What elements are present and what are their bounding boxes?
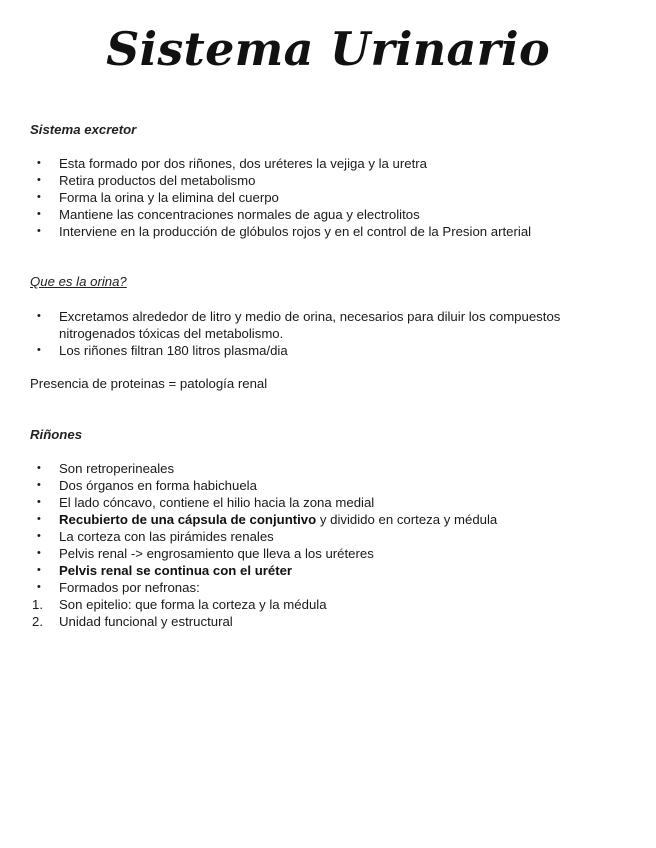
item-text: Unidad funcional y estructural (59, 614, 233, 629)
bold-text: Pelvis renal se continua con el uréter (59, 563, 293, 578)
section-heading-rinones: Riñones (30, 427, 83, 442)
list-item: • Los riñones filtran 180 litros plasma/dia (30, 342, 610, 359)
page-title: Sistema Urinario (106, 22, 550, 76)
list-item: • Forma la orina y la elimina del cuerpo (30, 189, 630, 206)
list-item: • Dos órganos en forma habichuela (30, 477, 630, 494)
list-item (30, 562, 630, 579)
list-item: • Retira productos del metabolismo (30, 172, 630, 189)
list-item (30, 511, 630, 528)
bold-text: Recubierto de una cápsula de conjuntivo (59, 512, 317, 527)
section2-list (30, 308, 610, 359)
list-item: • Formados por nefronas: (30, 579, 630, 596)
item-number: 2. (32, 614, 43, 629)
section-heading-que-es-la-orina: Que es la orina? (30, 274, 127, 289)
list-item: • Esta formado por dos riñones, dos uréteres la vejiga y la uretra (30, 155, 630, 172)
section1-list (30, 155, 630, 240)
list-item: • El lado cóncavo, contiene el hilio hacia la zona medial (30, 494, 630, 511)
list-item: • Mantiene las concentraciones normales de agua y electrolitos (30, 206, 630, 223)
list-item: • Son retroperineales (30, 460, 630, 477)
list-item: • Pelvis renal -> engrosamiento que lleva a los uréteres (30, 545, 630, 562)
list-item: • Excretamos alrededor de litro y medio de orina, necesarios para diluir los compuestos nitrogenados tóxicas del metabolismo. (30, 308, 610, 342)
section3-list (30, 460, 630, 596)
item-text: Son epitelio: que forma la corteza y la médula (59, 597, 327, 612)
numbered-item (30, 596, 630, 613)
list-item: • Interviene en la producción de glóbulos rojos y en el control de la Presion arterial (30, 223, 630, 240)
list-item: • La corteza con las pirámides renales (30, 528, 630, 545)
section-heading-sistema-excretor: Sistema excretor (30, 122, 137, 137)
proteinas-note: Presencia de proteinas = patología renal (30, 376, 268, 391)
item-text: y dividido en corteza y médula (316, 512, 498, 527)
nefronas-numbered-list (30, 596, 630, 630)
item-number: 1. (32, 597, 43, 612)
numbered-item (30, 613, 630, 630)
